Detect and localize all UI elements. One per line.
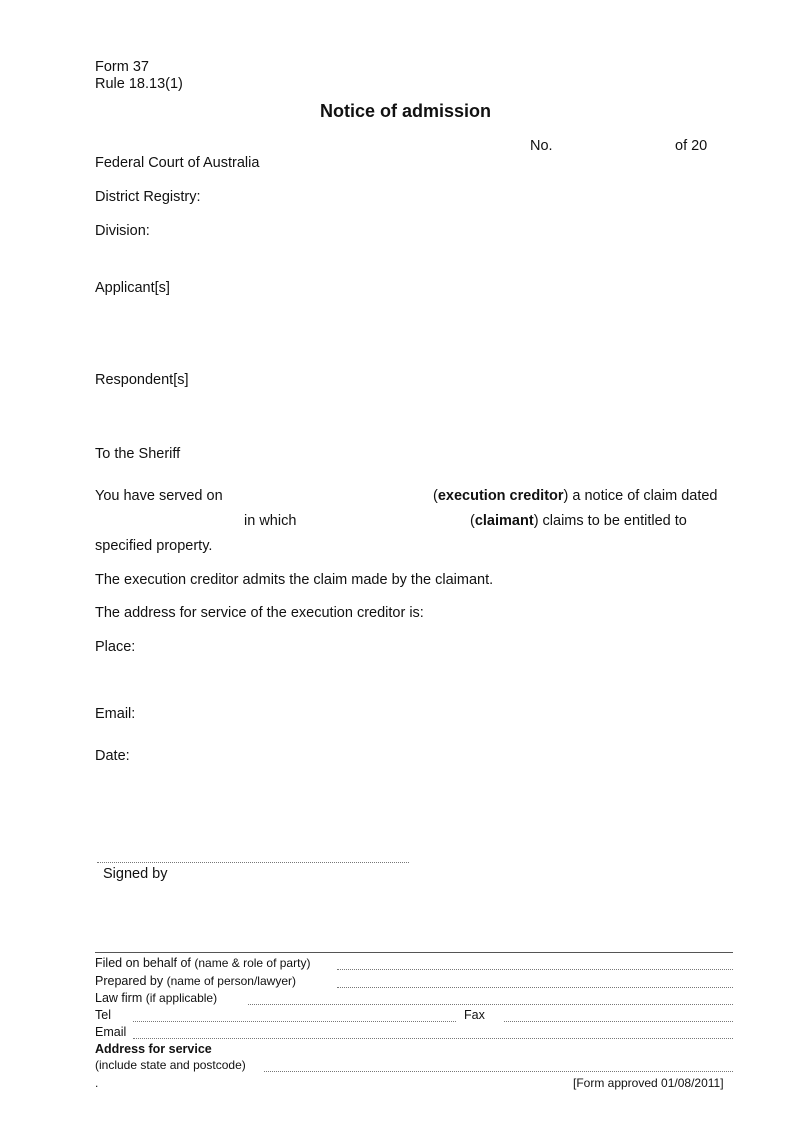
- district-registry-label: District Registry:: [95, 189, 201, 205]
- respondents-label: Respondent[s]: [95, 372, 189, 388]
- court-name: Federal Court of Australia: [95, 155, 260, 171]
- paren-open: (: [433, 488, 438, 504]
- claimant-term: claimant: [474, 513, 534, 529]
- document-title: Notice of admission: [320, 101, 492, 121]
- law-firm-field: [248, 1004, 733, 1005]
- email-label: Email:: [95, 706, 136, 722]
- fax-label: Fax: [464, 1008, 485, 1022]
- address-field: [264, 1071, 733, 1072]
- claimant-text: [470, 513, 687, 529]
- form-number: Form 37: [95, 59, 149, 75]
- footer-dot: .: [95, 1076, 99, 1090]
- prepared-by-field: [337, 987, 733, 988]
- footer-divider: [95, 952, 733, 953]
- paren-open: (: [470, 513, 475, 529]
- date-label: Date:: [95, 748, 130, 764]
- rule-reference: Rule 18.13(1): [95, 76, 183, 92]
- filed-on-behalf-field: [337, 969, 733, 970]
- fax-field: [504, 1021, 733, 1022]
- address-for-service-label: Address for service: [95, 1042, 212, 1056]
- address-note: (include state and postcode): [95, 1058, 246, 1072]
- signed-by-label: Signed by: [103, 866, 168, 882]
- specified-property-text: specified property.: [95, 538, 213, 554]
- address-intro: The address for service of the execution creditor is:: [95, 605, 424, 621]
- entitled-text: ) claims to be entitled to: [533, 513, 687, 529]
- filed-on-behalf-text: Filed on behalf of: [95, 956, 191, 970]
- filed-on-behalf-note: (name & role of party): [194, 956, 311, 970]
- law-firm-text: Law firm: [95, 991, 143, 1005]
- filed-on-behalf-label: [95, 956, 310, 970]
- email-footer-label: Email: [95, 1025, 127, 1039]
- place-label: Place:: [95, 639, 136, 655]
- notice-of-claim-text: ) a notice of claim dated: [563, 488, 718, 504]
- served-on-text: You have served on: [95, 488, 223, 504]
- law-firm-label: [95, 991, 217, 1005]
- file-year-label: of 20: [675, 138, 708, 154]
- execution-creditor-term: execution creditor: [437, 488, 564, 504]
- form-approved-note: [Form approved 01/08/2011]: [573, 1076, 724, 1090]
- signature-line: [97, 862, 409, 863]
- admission-statement: The execution creditor admits the claim made by the claimant.: [95, 572, 494, 588]
- email-field: [133, 1038, 733, 1039]
- prepared-by-label: [95, 974, 296, 988]
- law-firm-note: (if applicable): [145, 991, 218, 1005]
- tel-label: Tel: [95, 1008, 111, 1022]
- in-which-text: in which: [244, 513, 297, 529]
- applicants-label: Applicant[s]: [95, 280, 170, 296]
- division-label: Division:: [95, 223, 150, 239]
- execution-creditor-text: [433, 488, 718, 504]
- prepared-by-text: Prepared by: [95, 974, 164, 988]
- tel-field: [133, 1021, 456, 1022]
- prepared-by-note: (name of person/lawyer): [166, 974, 296, 988]
- file-number-label: No.: [530, 138, 553, 154]
- addressee-line: To the Sheriff: [95, 446, 181, 462]
